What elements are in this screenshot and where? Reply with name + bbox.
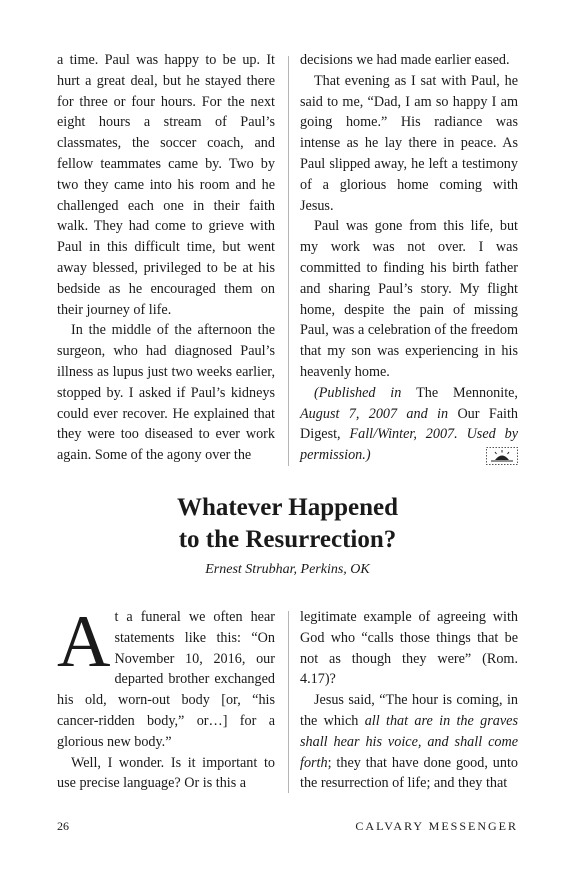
article-title-line-1: Whatever Happened — [176, 494, 399, 521]
credit-text: August 7, 2007 and in — [300, 405, 458, 422]
paragraph: Paul was gone from this life, but my work was not over. I was committed to finding his birth father and sharing Paul’s story. My flight home, despite the pain of missing Paul, was a celebration of the freedom that my son was experiencing in his heavenly home. — [300, 218, 518, 380]
top-right-column — [300, 50, 518, 466]
publication-name: The Mennonite, — [416, 384, 518, 401]
paragraph: legitimate example of agreeing with God who “calls those things that be not as though they were” (Rom. 4.17)? — [300, 609, 518, 688]
paragraph-text: ; they that have done good, unto the resurrection of life; and they that — [300, 754, 518, 792]
article-title-line-2: to the Resurrection? — [178, 526, 397, 553]
end-of-article-icon — [486, 447, 518, 465]
paragraph: That evening as I sat with Paul, he said to me, “Dad, I am so happy I am going home.” His radiance was intense as he lay there in peace. As Paul slipped away, he left a testimony of a glorious home coming with Jesus. — [300, 72, 518, 214]
paragraph — [57, 601, 275, 753]
column-divider — [288, 611, 289, 793]
credit-text: (Published in — [314, 384, 417, 401]
author-byline: Ernest Strubhar, Perkins, OK — [205, 562, 370, 577]
publication-credit — [300, 383, 518, 466]
page-number: 26 — [57, 819, 69, 833]
paragraph: a time. Paul was happy to be up. It hurt a great deal, but he stayed there for three or four hours. For the next eight hours a stream of Paul’s classmates, the soccer coach, and fellow teammates came by. Two by two they came into his room and he challenged each one in their faith walk. They had come to grieve with Paul in this difficult time, but went away blessed, privileged to be at his bedside as he encouraged them on their journey of life. — [57, 52, 275, 318]
bottom-left-column — [57, 601, 275, 794]
scripture-quote: all that are in the graves shall hear his voice, and shall come forth — [300, 712, 518, 771]
paragraph-text: t a funeral we often hear statements like this: “On November 10, 2016, our departed brother exchanged his old, worn-out body [or, “his cancer-ridden body,” or…] for a glorious new body.” — [57, 609, 275, 750]
top-left-column — [57, 50, 275, 466]
bottom-right-column — [300, 607, 518, 794]
paragraph: decisions we had made earlier eased. — [300, 52, 510, 68]
column-divider — [288, 56, 289, 466]
paragraph — [300, 690, 518, 794]
publication-name: Our Faith Digest, — [300, 405, 519, 443]
paragraph: Well, I wonder. Is it important to use precise language? Or is this a — [57, 754, 275, 792]
article-heading — [0, 492, 575, 580]
running-footer-title: CALVARY MESSENGER — [355, 819, 518, 833]
drop-cap: A — [57, 601, 111, 683]
paragraph-text: Jesus said, “The hour is coming, in the which — [300, 692, 518, 729]
credit-text: Fall/Winter, 2007. Used by permission.) — [300, 426, 518, 464]
paragraph: In the middle of the afternoon the surgeon, who had diagnosed Paul’s illness as lupus just two weeks earlier, stopped by. I asked if Paul’s kidneys could ever recover. He explained that they were too diseased to ever work again. Some of the agony over the — [57, 322, 275, 464]
